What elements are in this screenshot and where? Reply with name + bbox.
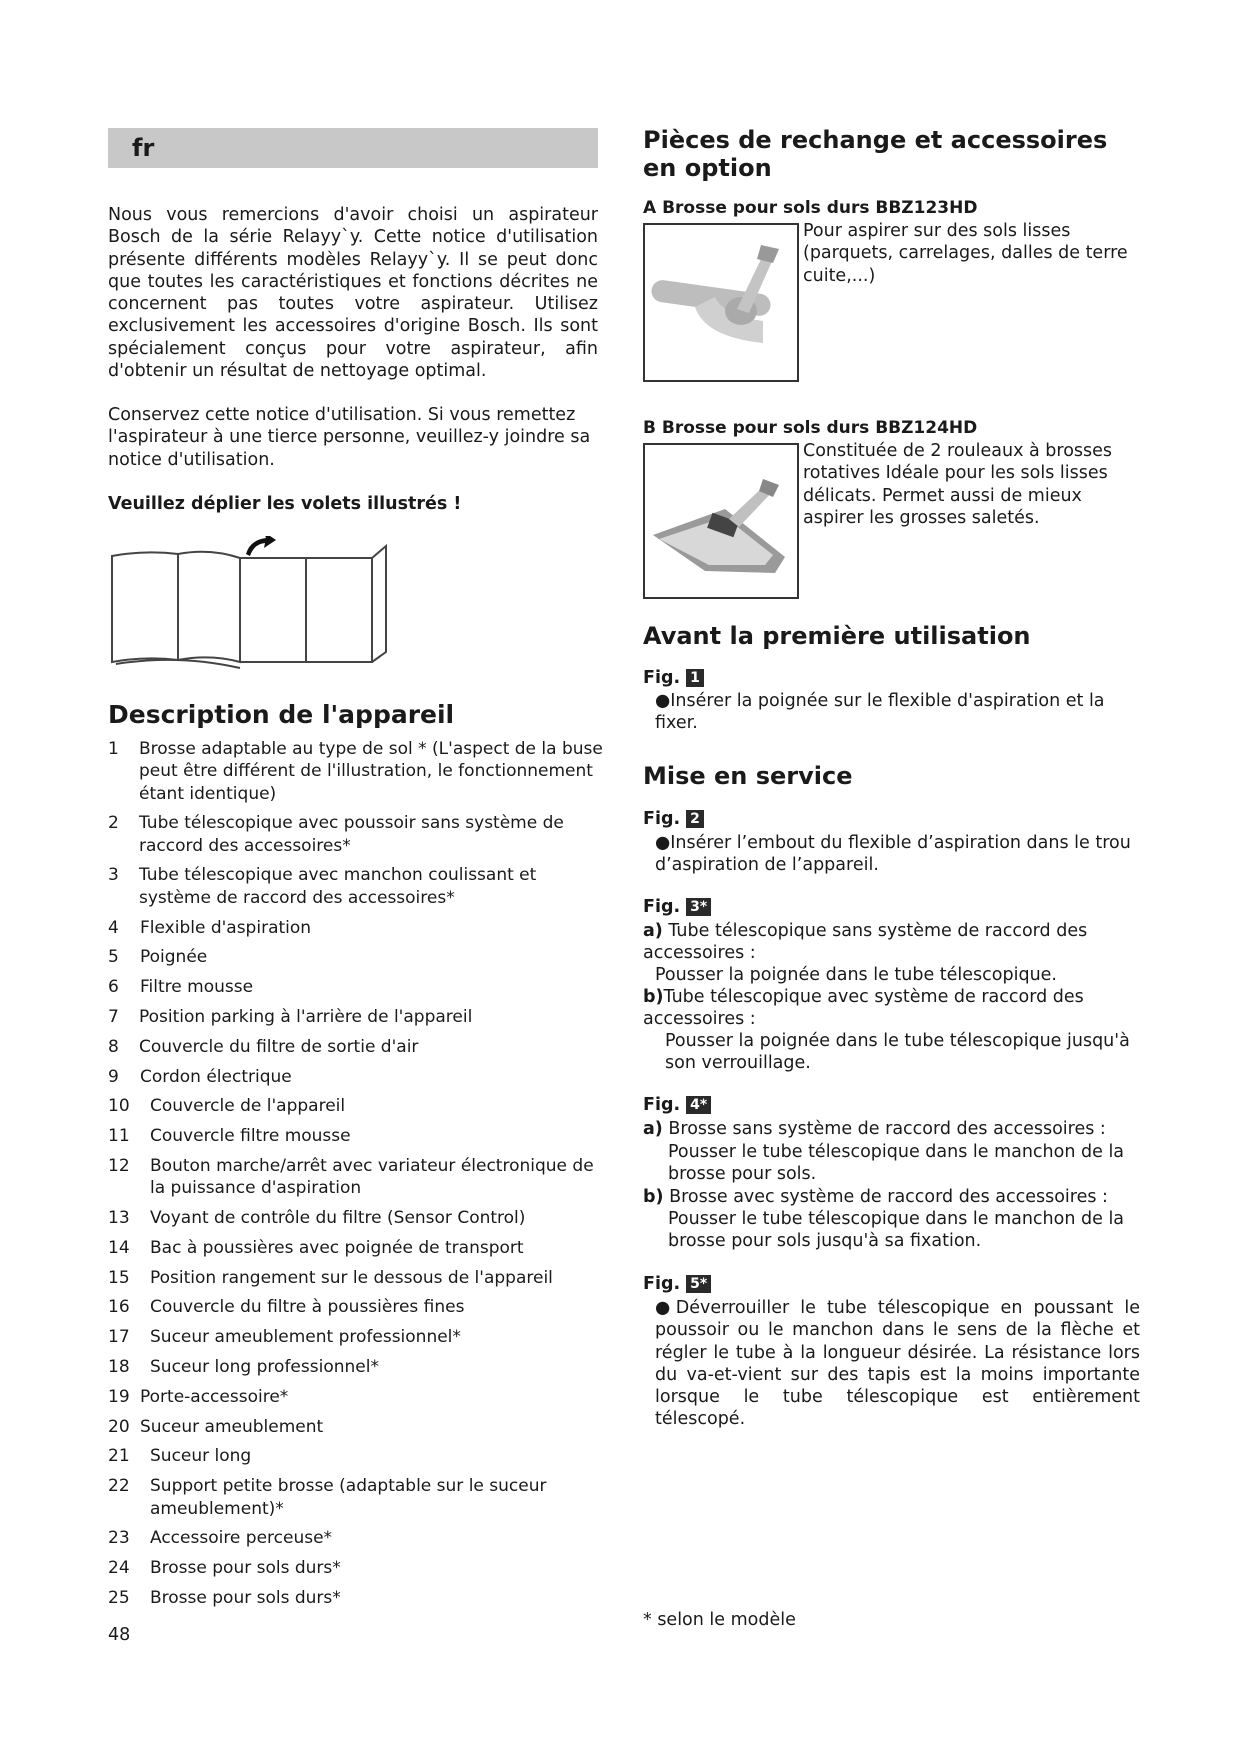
list-item: 7 Position parking à l'arrière de l'appareil	[108, 1006, 473, 1027]
list-item: 16 Couvercle du filtre à poussières fines	[108, 1297, 465, 1318]
accessory-b-title: B Brosse pour sols durs BBZ124HD	[643, 418, 978, 438]
fig-4-a-step: a) Brosse sans système de raccord des accessoires :	[643, 1119, 1106, 1139]
keep-notice-paragraph: Conservez cette notice d'utilisation. Si vous remettez l'aspirateur à une tierce personne, veuillez-y joindre sa notice d'utilisation.	[108, 405, 591, 470]
list-item: 13 Voyant de contrôle du filtre (Sensor Control)	[108, 1208, 526, 1229]
fig-3-label: Fig. 3*	[643, 897, 711, 917]
list-item: 1 Brosse adaptable au type de sol * (L'aspect de la buse peut être différent de l'illustration, le fonctionnement étant identique)	[108, 739, 603, 804]
fig-1-label: Fig. 1	[643, 668, 704, 688]
setup-title: Mise en service	[643, 762, 853, 790]
brush-b-image	[643, 443, 799, 599]
list-item: 24 Brosse pour sols durs*	[108, 1558, 341, 1579]
floor-brush-icon	[645, 225, 797, 380]
fig-number-badge: 4*	[686, 1096, 711, 1114]
list-item: 20 Suceur ameublement	[108, 1416, 324, 1437]
fig-number-badge: 1	[686, 669, 704, 687]
fig-3-a-action: Pousser la poignée dans le tube télescopique.	[655, 965, 1057, 985]
fig-number-badge: 3*	[686, 898, 711, 916]
brush-a-image	[643, 223, 799, 382]
parts-list	[108, 738, 608, 1617]
fig-4-b-action: Pousser le tube télescopique dans le manchon de la brosse pour sols jusqu'à sa fixation.	[668, 1209, 1125, 1252]
fig-number-badge: 2	[686, 810, 704, 828]
fig-2-instruction: ●Insérer l’embout du flexible d’aspiration dans le trou d’aspiration de l’appareil.	[655, 833, 1131, 876]
language-bar	[108, 128, 598, 168]
footnote: * selon le modèle	[643, 1610, 796, 1630]
list-item: 3 Tube télescopique avec manchon coulissant et système de raccord des accessoires*	[108, 865, 537, 908]
fig-3-b-action: Pousser la poignée dans le tube télescopique jusqu'à son verrouillage.	[665, 1031, 1130, 1074]
list-item: 5 Poignée	[108, 947, 208, 968]
list-item: 15 Position rangement sur le dessous de l'appareil	[108, 1267, 553, 1288]
list-item: 21 Suceur long	[108, 1446, 252, 1467]
fig-3-b-step: b)Tube télescopique avec système de raccord des accessoires :	[643, 987, 1084, 1030]
page-number: 48	[108, 1625, 131, 1645]
list-item: 18 Suceur long professionnel*	[108, 1357, 379, 1378]
list-item: 25 Brosse pour sols durs*	[108, 1587, 341, 1608]
list-item: 19 Porte-accessoire*	[108, 1386, 289, 1407]
spare-parts-title: Pièces de rechange et accessoires en option	[643, 126, 1108, 182]
list-item: 4 Flexible d'aspiration	[108, 917, 312, 938]
list-item: 9 Cordon électrique	[108, 1066, 292, 1087]
before-first-use-title: Avant la première utilisation	[643, 622, 1031, 650]
unfold-instruction: Veuillez déplier les volets illustrés !	[108, 494, 462, 514]
accessory-a-title: A Brosse pour sols durs BBZ123HD	[643, 198, 978, 218]
list-item: 22 Support petite brosse (adaptable sur le suceur ameublement)*	[108, 1476, 547, 1519]
list-item: 6 Filtre mousse	[108, 977, 254, 998]
list-item: 11 Couvercle filtre mousse	[108, 1126, 351, 1147]
list-item: 10 Couvercle de l'appareil	[108, 1096, 346, 1117]
fig-1-instruction: ●Insérer la poignée sur le flexible d'aspiration et la fixer.	[655, 691, 1105, 734]
fig-4-b-step: b) Brosse avec système de raccord des accessoires :	[643, 1187, 1108, 1207]
intro-paragraph: Nous vous remercions d'avoir choisi un aspirateur Bosch de la série Relayy`y. Cette notice d'utilisation présente différents modèles Relayy`y. Il se peut donc que toutes les caractéristiques et fonctions décrites ne concernent pas toutes votre aspirateur. Utilisez exclusivement les accessoires d'origine Bosch. Ils sont spécialement conçus pour votre aspirateur, afin d'obtenir un résultat de nettoyage optimal.	[108, 205, 598, 382]
fig-number-badge: 5*	[686, 1275, 711, 1293]
description-title: Description de l'appareil	[108, 700, 455, 729]
fig-2-label: Fig. 2	[643, 809, 704, 829]
fig-3-a-step: a) Tube télescopique sans système de raccord des accessoires :	[643, 921, 1088, 964]
fig-5-label: Fig. 5*	[643, 1274, 711, 1294]
list-item: 12 Bouton marche/arrêt avec variateur électronique de la puissance d'aspiration	[108, 1155, 594, 1199]
fig-4-label: Fig. 4*	[643, 1095, 711, 1115]
accessory-b-description: Constituée de 2 rouleaux à brosses rotatives Idéale pour les sols lisses délicats. Permet aussi de mieux aspirer les grosses saletés.	[803, 441, 1113, 528]
accessory-a-description: Pour aspirer sur des sols lisses (parquets, carrelages, dalles de terre cuite,...)	[803, 221, 1128, 286]
list-item: 17 Suceur ameublement professionnel*	[108, 1327, 461, 1348]
list-item: 2 Tube télescopique avec poussoir sans système de raccord des accessoires*	[108, 813, 564, 856]
list-item: 8 Couvercle du filtre de sortie d'air	[108, 1036, 419, 1057]
fig-5-instruction: ●Déverrouiller le tube télescopique en poussant le poussoir ou le manchon dans le sens de la flèche et régler le tube à la longueur désirée. La résistance lors du va-et-vient sur des tapis est la moins importante lorsque le tube télescopique est entièrement télescopé.	[655, 1298, 1140, 1430]
list-item: 23 Accessoire perceuse*	[108, 1528, 333, 1549]
fold-arrow-icon	[246, 536, 276, 556]
floor-brush-rollers-icon	[645, 445, 797, 597]
foldout-booklet-illustration	[110, 536, 422, 672]
language-label: fr	[132, 134, 155, 162]
fig-4-a-action: Pousser le tube télescopique dans le manchon de la brosse pour sols.	[668, 1142, 1125, 1185]
list-item: 14 Bac à poussières avec poignée de transport	[108, 1237, 524, 1258]
